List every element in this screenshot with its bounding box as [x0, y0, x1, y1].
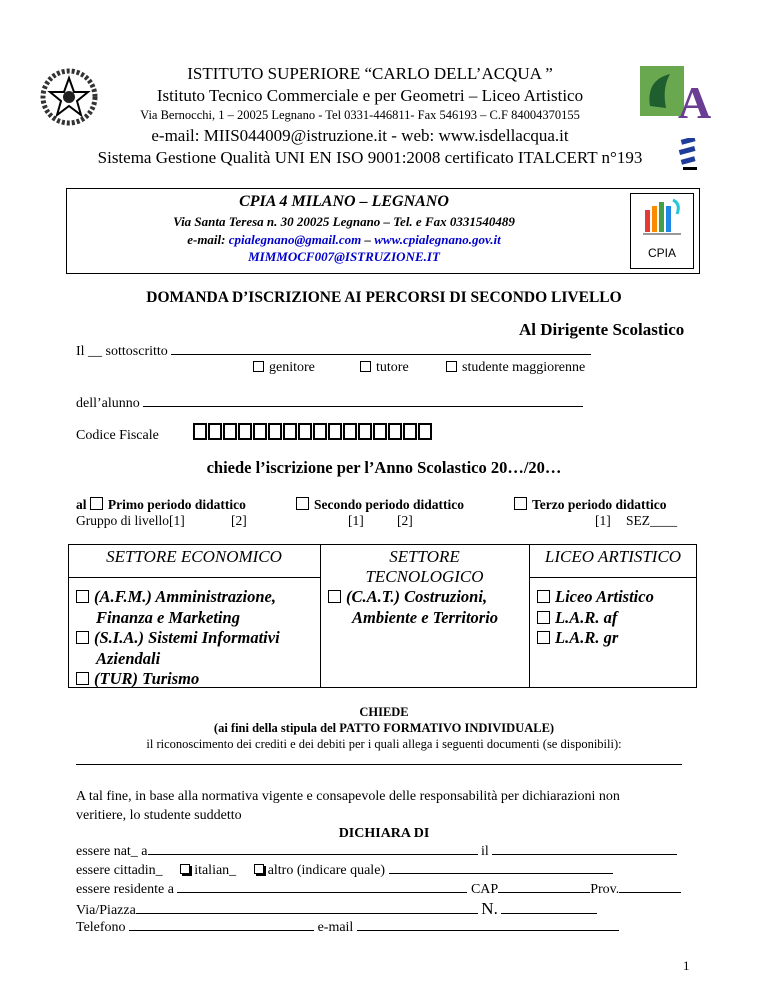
tax-code-cell[interactable] [283, 423, 297, 440]
declaration-title: DICHIARA DI [338, 826, 430, 841]
tech-title-1: SETTORE [389, 547, 460, 566]
parent-checkbox[interactable] [253, 361, 264, 372]
lar-gr-label: L.A.R. gr [555, 628, 619, 647]
tutor-label: tutore [376, 360, 409, 375]
tax-code-cell[interactable] [298, 423, 312, 440]
role-parent[interactable] [253, 360, 315, 376]
contact-line [76, 918, 619, 936]
number-label: N. [481, 899, 498, 918]
italian-checkbox[interactable] [180, 864, 190, 874]
cat-option[interactable] [328, 587, 498, 608]
pupil-label: dell’alunno [76, 396, 140, 411]
group-2-level-2: [2] [397, 513, 413, 528]
institute-name: ISTITUTO SUPERIORE “CARLO DELL’ACQUA ” [187, 64, 553, 83]
residence-line [76, 880, 681, 898]
cpia-sep: – [361, 232, 375, 247]
tax-code-cell[interactable] [223, 423, 237, 440]
birthplace-field[interactable] [148, 842, 478, 855]
institute-address: Via Bernocchi, 1 – 20025 Legnano - Tel 0331-446811- Fax 546193 – C.F 84004370155 [140, 108, 580, 122]
tax-code-cells[interactable] [193, 423, 433, 445]
certification-logo [677, 138, 699, 170]
other-citizenship-field[interactable] [389, 861, 613, 874]
period-3-label: Terzo periodo didattico [532, 497, 667, 512]
page-number: 1 [683, 958, 690, 973]
tax-code-cell[interactable] [418, 423, 432, 440]
liceo-checkbox[interactable] [537, 590, 550, 603]
residence-field[interactable] [177, 880, 467, 893]
liceo-label: Liceo Artistico [555, 587, 654, 606]
tech-sector-options [328, 587, 498, 628]
prov-label: Prov. [590, 882, 620, 897]
birth-line [76, 842, 677, 860]
lar-af-checkbox[interactable] [537, 611, 550, 624]
period-3-checkbox[interactable] [514, 497, 527, 510]
period-1-checkbox[interactable] [90, 497, 103, 510]
tax-code-cell[interactable] [328, 423, 342, 440]
tutor-checkbox[interactable] [360, 361, 371, 372]
tax-code-cell[interactable] [208, 423, 222, 440]
parent-label: genitore [269, 360, 315, 375]
tech-title-2: TECNOLOGICO [365, 567, 484, 586]
art-sector-title: LICEO ARTISTICO [544, 547, 682, 566]
cpia-logo [630, 193, 694, 269]
sia-label: (S.I.A.) Sistemi Informativi [94, 628, 280, 647]
institute-contacts: e-mail: MIIS044009@istruzione.it - web: www.isdellacqua.it [151, 126, 569, 145]
cpia-title: CPIA 4 MILANO – LEGNANO [239, 193, 449, 210]
group-label: Gruppo di livello[1] [76, 513, 185, 528]
undersigned-label: Il __ sottoscritto [76, 344, 168, 359]
phone-field[interactable] [129, 918, 314, 931]
tax-code-cell[interactable] [358, 423, 372, 440]
sia-option[interactable] [76, 628, 280, 649]
citizen-label: essere cittadin_ [76, 863, 163, 878]
student-label: studente maggiorenne [462, 360, 586, 375]
cpia-website-link[interactable]: www.cpialegnano.gov.it [374, 232, 501, 247]
afm-checkbox[interactable] [76, 590, 89, 603]
cpia-email-line [70, 232, 618, 248]
cat-checkbox[interactable] [328, 590, 341, 603]
tur-checkbox[interactable] [76, 672, 89, 685]
number-field[interactable] [501, 901, 597, 914]
period-3[interactable] [514, 497, 667, 513]
cpia-email-label: e-mail: [187, 232, 229, 247]
afm-label: (A.F.M.) Amministrazione, [94, 587, 277, 606]
lar-af-label: L.A.R. af [555, 607, 618, 627]
art-sector-options [537, 587, 654, 649]
section-field[interactable]: SEZ____ [626, 513, 678, 528]
tax-code-cell[interactable] [268, 423, 282, 440]
undersigned-line [76, 342, 591, 360]
undersigned-field[interactable] [171, 342, 591, 355]
period-1[interactable] [76, 497, 246, 513]
cpia-email2-link[interactable]: MIMMOCF007@ISTRUZIONE.IT [248, 249, 440, 264]
tax-code-cell[interactable] [343, 423, 357, 440]
declaration-intro-2: veritiere, lo studente suddetto [76, 808, 242, 823]
citizenship-line [76, 861, 613, 879]
cat-label: (C.A.T.) Costruzioni, [346, 587, 488, 606]
economic-sector-options [76, 587, 280, 690]
afm-label-cont: Finanza e Marketing [96, 607, 240, 627]
chiede-title: CHIEDE [359, 705, 409, 719]
quality-certification: Sistema Gestione Qualità UNI EN ISO 9001:2008 certificato ITALCERT n°193 [97, 148, 643, 167]
form-title: DOMANDA D’ISCRIZIONE AI PERCORSI DI SECONDO LIVELLO [146, 289, 622, 306]
tax-code-cell[interactable] [238, 423, 252, 440]
al-label: al [76, 497, 87, 512]
pupil-field[interactable] [143, 394, 583, 407]
eco-header-line [68, 577, 320, 578]
tax-code-cell[interactable] [388, 423, 402, 440]
art-header-line [529, 577, 697, 578]
tax-code-cell[interactable] [313, 423, 327, 440]
group-2-level-1: [1] [348, 513, 364, 528]
tax-code-label: Codice Fiscale [76, 428, 159, 443]
street-line [76, 899, 597, 919]
tax-code-cell[interactable] [403, 423, 417, 440]
other-citizenship-label: altro (indicare quale) [267, 863, 386, 878]
afm-option[interactable] [76, 587, 280, 608]
email-field[interactable] [357, 918, 619, 931]
street-label: Via/Piazza [76, 903, 136, 918]
tax-code-cell[interactable] [253, 423, 267, 440]
birthdate-field[interactable] [492, 842, 677, 855]
cpia-address: Via Santa Teresa n. 30 20025 Legnano – Tel. e Fax 0331540489 [173, 214, 515, 229]
italian-label: italian_ [194, 863, 237, 878]
tur-label: (TUR) Turismo [94, 669, 200, 688]
pupil-line [76, 394, 583, 412]
other-citizenship-checkbox[interactable] [254, 864, 264, 874]
cap-label: CAP [470, 882, 499, 897]
student-checkbox[interactable] [446, 361, 457, 372]
enrollment-request: chiede l’iscrizione per l’Anno Scolastico 20…/20… [206, 458, 562, 477]
cpia-email2-line [70, 249, 618, 265]
role-student[interactable] [446, 360, 585, 376]
lar-af-option[interactable] [537, 608, 654, 629]
phone-label: Telefono [76, 920, 126, 935]
tur-option[interactable] [76, 669, 280, 690]
cpia-logo-text: CPIA [647, 246, 676, 260]
cap-field[interactable] [498, 880, 590, 893]
institute-subtitle: Istituto Tecnico Commerciale e per Geometri – Liceo Artistico [156, 86, 584, 105]
period-2-label: Secondo periodo didattico [314, 497, 465, 512]
tax-code-cell[interactable] [193, 423, 207, 440]
group-1-level-2: [2] [231, 513, 247, 528]
email-label: e-mail [317, 920, 354, 935]
sia-checkbox[interactable] [76, 631, 89, 644]
street-field[interactable] [136, 901, 478, 914]
cpia-email-link[interactable]: cpialegnano@gmail.com [228, 232, 362, 247]
resident-label: essere residente a [76, 882, 174, 897]
documents-field[interactable] [76, 764, 682, 765]
prov-field[interactable] [619, 880, 681, 893]
tech-sector-title [320, 547, 529, 587]
svg-text:A: A [678, 77, 712, 124]
lar-gr-checkbox[interactable] [537, 631, 550, 644]
period-2[interactable] [296, 497, 464, 513]
dellacqua-logo [640, 66, 712, 124]
sia-label-cont: Aziendali [96, 648, 161, 668]
born-label: essere nat_ a [76, 844, 148, 859]
liceo-option[interactable] [537, 587, 654, 608]
il-label: il [481, 844, 489, 859]
lar-gr-option[interactable] [537, 628, 654, 649]
declaration-intro [76, 787, 696, 825]
group-3-level-1: [1] [595, 513, 611, 528]
economic-sector-title: SETTORE ECONOMICO [106, 547, 282, 566]
role-tutor[interactable] [360, 360, 409, 376]
tax-code-cell[interactable] [373, 423, 387, 440]
chiede-subtitle: (ai fini della stipula del PATTO FORMATIVO INDIVIDUALE) [213, 721, 555, 735]
declaration-intro-1: A tal fine, in base alla normativa vigente e consapevole delle responsabilità per dichiarazioni non [76, 789, 620, 804]
chiede-text: il riconoscimento dei crediti e dei debiti per i quali allega i seguenti documenti (se disponibili): [146, 737, 622, 751]
cat-label-cont: Ambiente e Territorio [352, 607, 499, 627]
addressee: Al Dirigente Scolastico [519, 320, 685, 339]
period-2-checkbox[interactable] [296, 497, 309, 510]
period-1-label: Primo periodo didattico [107, 497, 246, 512]
